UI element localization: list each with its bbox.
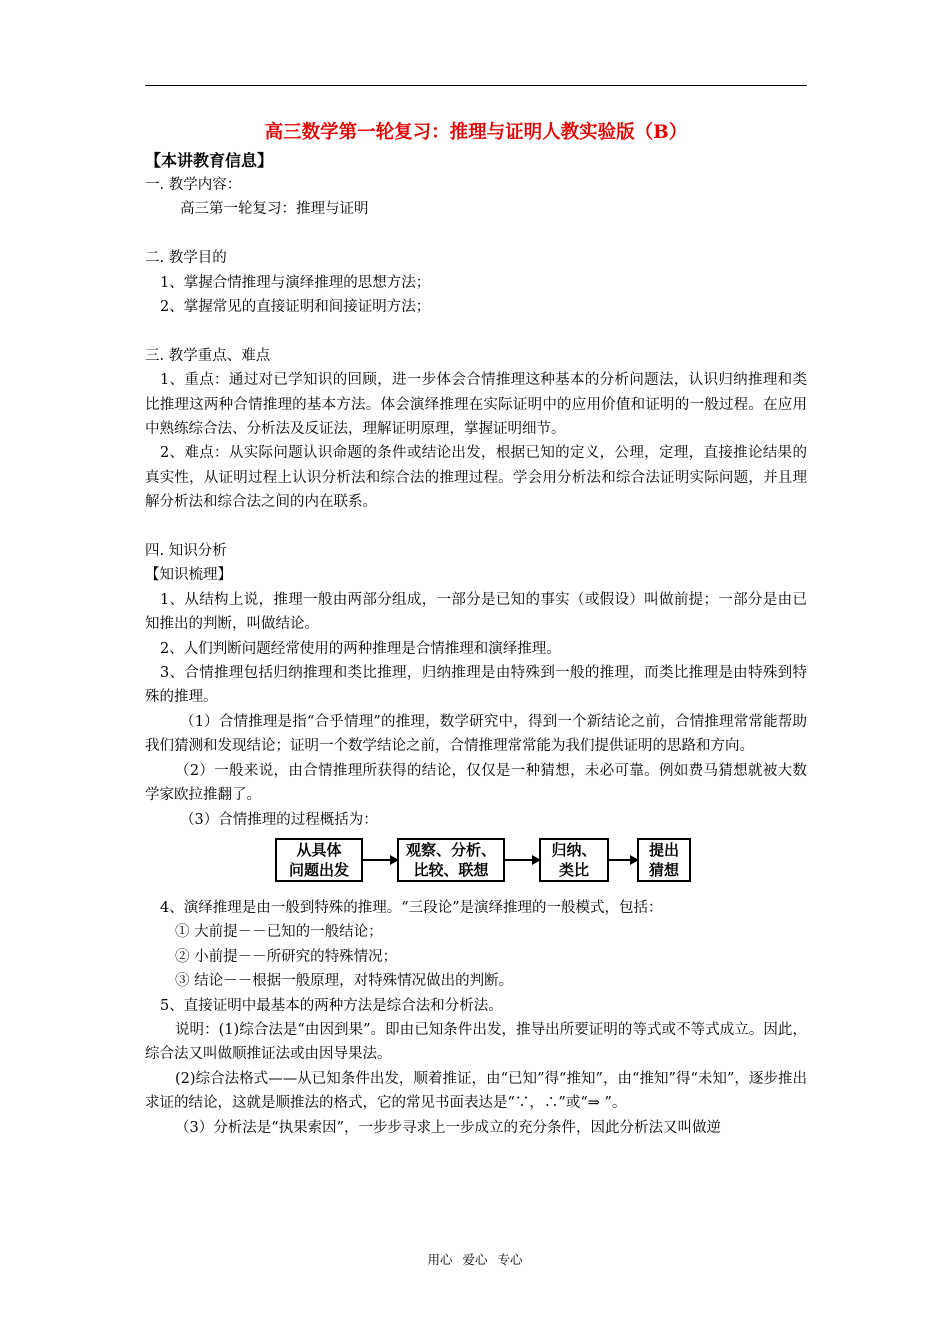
- flow-box-induce: [539, 838, 609, 882]
- section-header: 【本讲教育信息】: [145, 151, 274, 170]
- s4-point-2: 2、人们判断问题经常使用的两种推理是合情推理和演绎推理。: [160, 640, 561, 657]
- flow-box-conjecture-line1: 提出: [648, 840, 679, 859]
- flow-box-start-line1: 从具体: [296, 840, 342, 859]
- s2-heading: 二. 教学目的: [145, 250, 227, 267]
- s2-item-2: 2、掌握常见的直接证明和间接证明方法；: [160, 299, 431, 316]
- flow-box-observe-line2: 比较、联想: [413, 860, 489, 879]
- s3-key-points: 1、重点：通过对已学知识的回顾，进一步体会合情推理这种基本的分析问题法，认识归纳推理和类比推理这两种合情推理的基本方法。体会演绎推理在实际证明中的应用价值和证明的一般过程。在应用中熟练综合法、分析法及反证法，理解证明原理，掌握证明细节。: [145, 372, 807, 438]
- flow-arrow-2: [505, 859, 539, 861]
- flow-box-induce-line1: 归纳、: [551, 840, 597, 859]
- s3-heading: 三. 教学重点、难点: [145, 347, 271, 364]
- s4-point-4: 4、演绎推理是由一般到特殊的推理。“三段论”是演绎推理的一般模式，包括：: [160, 899, 663, 916]
- s4-point-1: 1、从结构上说，推理一般由两部分组成，一部分是已知的事实（或假设）叫做前提；一部分是由已知推出的判断，叫做结论。: [145, 591, 807, 633]
- s1-heading: 一. 教学内容：: [145, 177, 242, 193]
- s4-point-4-item-3: ③ 结论－－根据一般原理，对特殊情况做出的判断。: [175, 973, 514, 990]
- flow-box-observe: [397, 838, 505, 882]
- document-body: [145, 118, 807, 1140]
- page-footer: 用心 爱心 专心: [427, 1252, 523, 1267]
- flow-box-induce-line2: 类比: [558, 860, 589, 879]
- document-title: 高三数学第一轮复习：推理与证明人教实验版（B）: [264, 122, 688, 143]
- s1-body: 高三第一轮复习：推理与证明: [180, 201, 369, 218]
- s3-difficulties: 2、难点：从实际问题认识命题的条件或结论出发，根据已知的定义，公理，定理，直接推论结果的真实性，从证明过程上认识分析法和综合法的推理过程。学会用分析法和综合法证明实际问题，并且理解分析法和综合法之间的内在联系。: [145, 445, 807, 511]
- s2-item-1: 1、掌握合情推理与演绎推理的思想方法；: [160, 274, 431, 291]
- s4-point-3b: （2）一般来说，由合情推理所获得的结论，仅仅是一种猜想，未必可靠。例如费马猜想就被大数学家欧拉推翻了。: [145, 762, 807, 804]
- flow-arrow-1: [363, 859, 397, 861]
- reasoning-flowchart: [145, 834, 807, 892]
- s4-point-5: 5、直接证明中最基本的两种方法是综合法和分析法。: [160, 997, 503, 1014]
- flow-box-observe-line1: 观察、分析、: [405, 840, 496, 859]
- header-rule: [145, 85, 807, 86]
- s4-point-4-item-2: ② 小前提－－所研究的特殊情况；: [175, 948, 398, 965]
- s4-point-4-item-1: ① 大前提－－已知的一般结论；: [175, 924, 383, 941]
- flow-box-conjecture: [637, 838, 691, 882]
- s4-point-5a: 说明：(1)综合法是“由因到果”。即由已知条件出发，推导出所要证明的等式或不等式成立。因此，综合法又叫做顺推证法或由因导果法。: [145, 1021, 807, 1063]
- flow-box-start: [275, 838, 363, 882]
- s4-subheading: 【知识梳理】: [145, 567, 232, 584]
- s4-point-3: 3、合情推理包括归纳推理和类比推理，归纳推理是由特殊到一般的推理，而类比推理是由特殊到特殊的推理。: [145, 665, 807, 706]
- s4-point-3a: （1）合情推理是指“合乎情理”的推理，数学研究中，得到一个新结论之前，合情推理常常能帮助我们猜测和发现结论；证明一个数学结论之前，合情推理常常能为我们提供证明的思路和方向。: [145, 713, 807, 755]
- s4-point-3c: （3）合情推理的过程概括为：: [180, 811, 378, 828]
- flow-box-start-line2: 问题出发: [288, 860, 349, 879]
- s4-point-5b: (2)综合法格式——从已知条件出发，顺着推证，由“已知”得“推知”，由“推知”得“未知”，逐步推出求证的结论，这就是顺推法的格式，它的常见书面表达是“∵，∴”或“⇒ ”。: [145, 1070, 807, 1112]
- s4-heading: 四. 知识分析: [145, 543, 227, 560]
- flow-box-conjecture-line2: 猜想: [648, 860, 679, 879]
- flow-arrow-3: [609, 859, 637, 861]
- s4-point-5c: （3）分析法是“执果索因”，一步步寻求上一步成立的充分条件，因此分析法又叫做逆: [175, 1119, 722, 1136]
